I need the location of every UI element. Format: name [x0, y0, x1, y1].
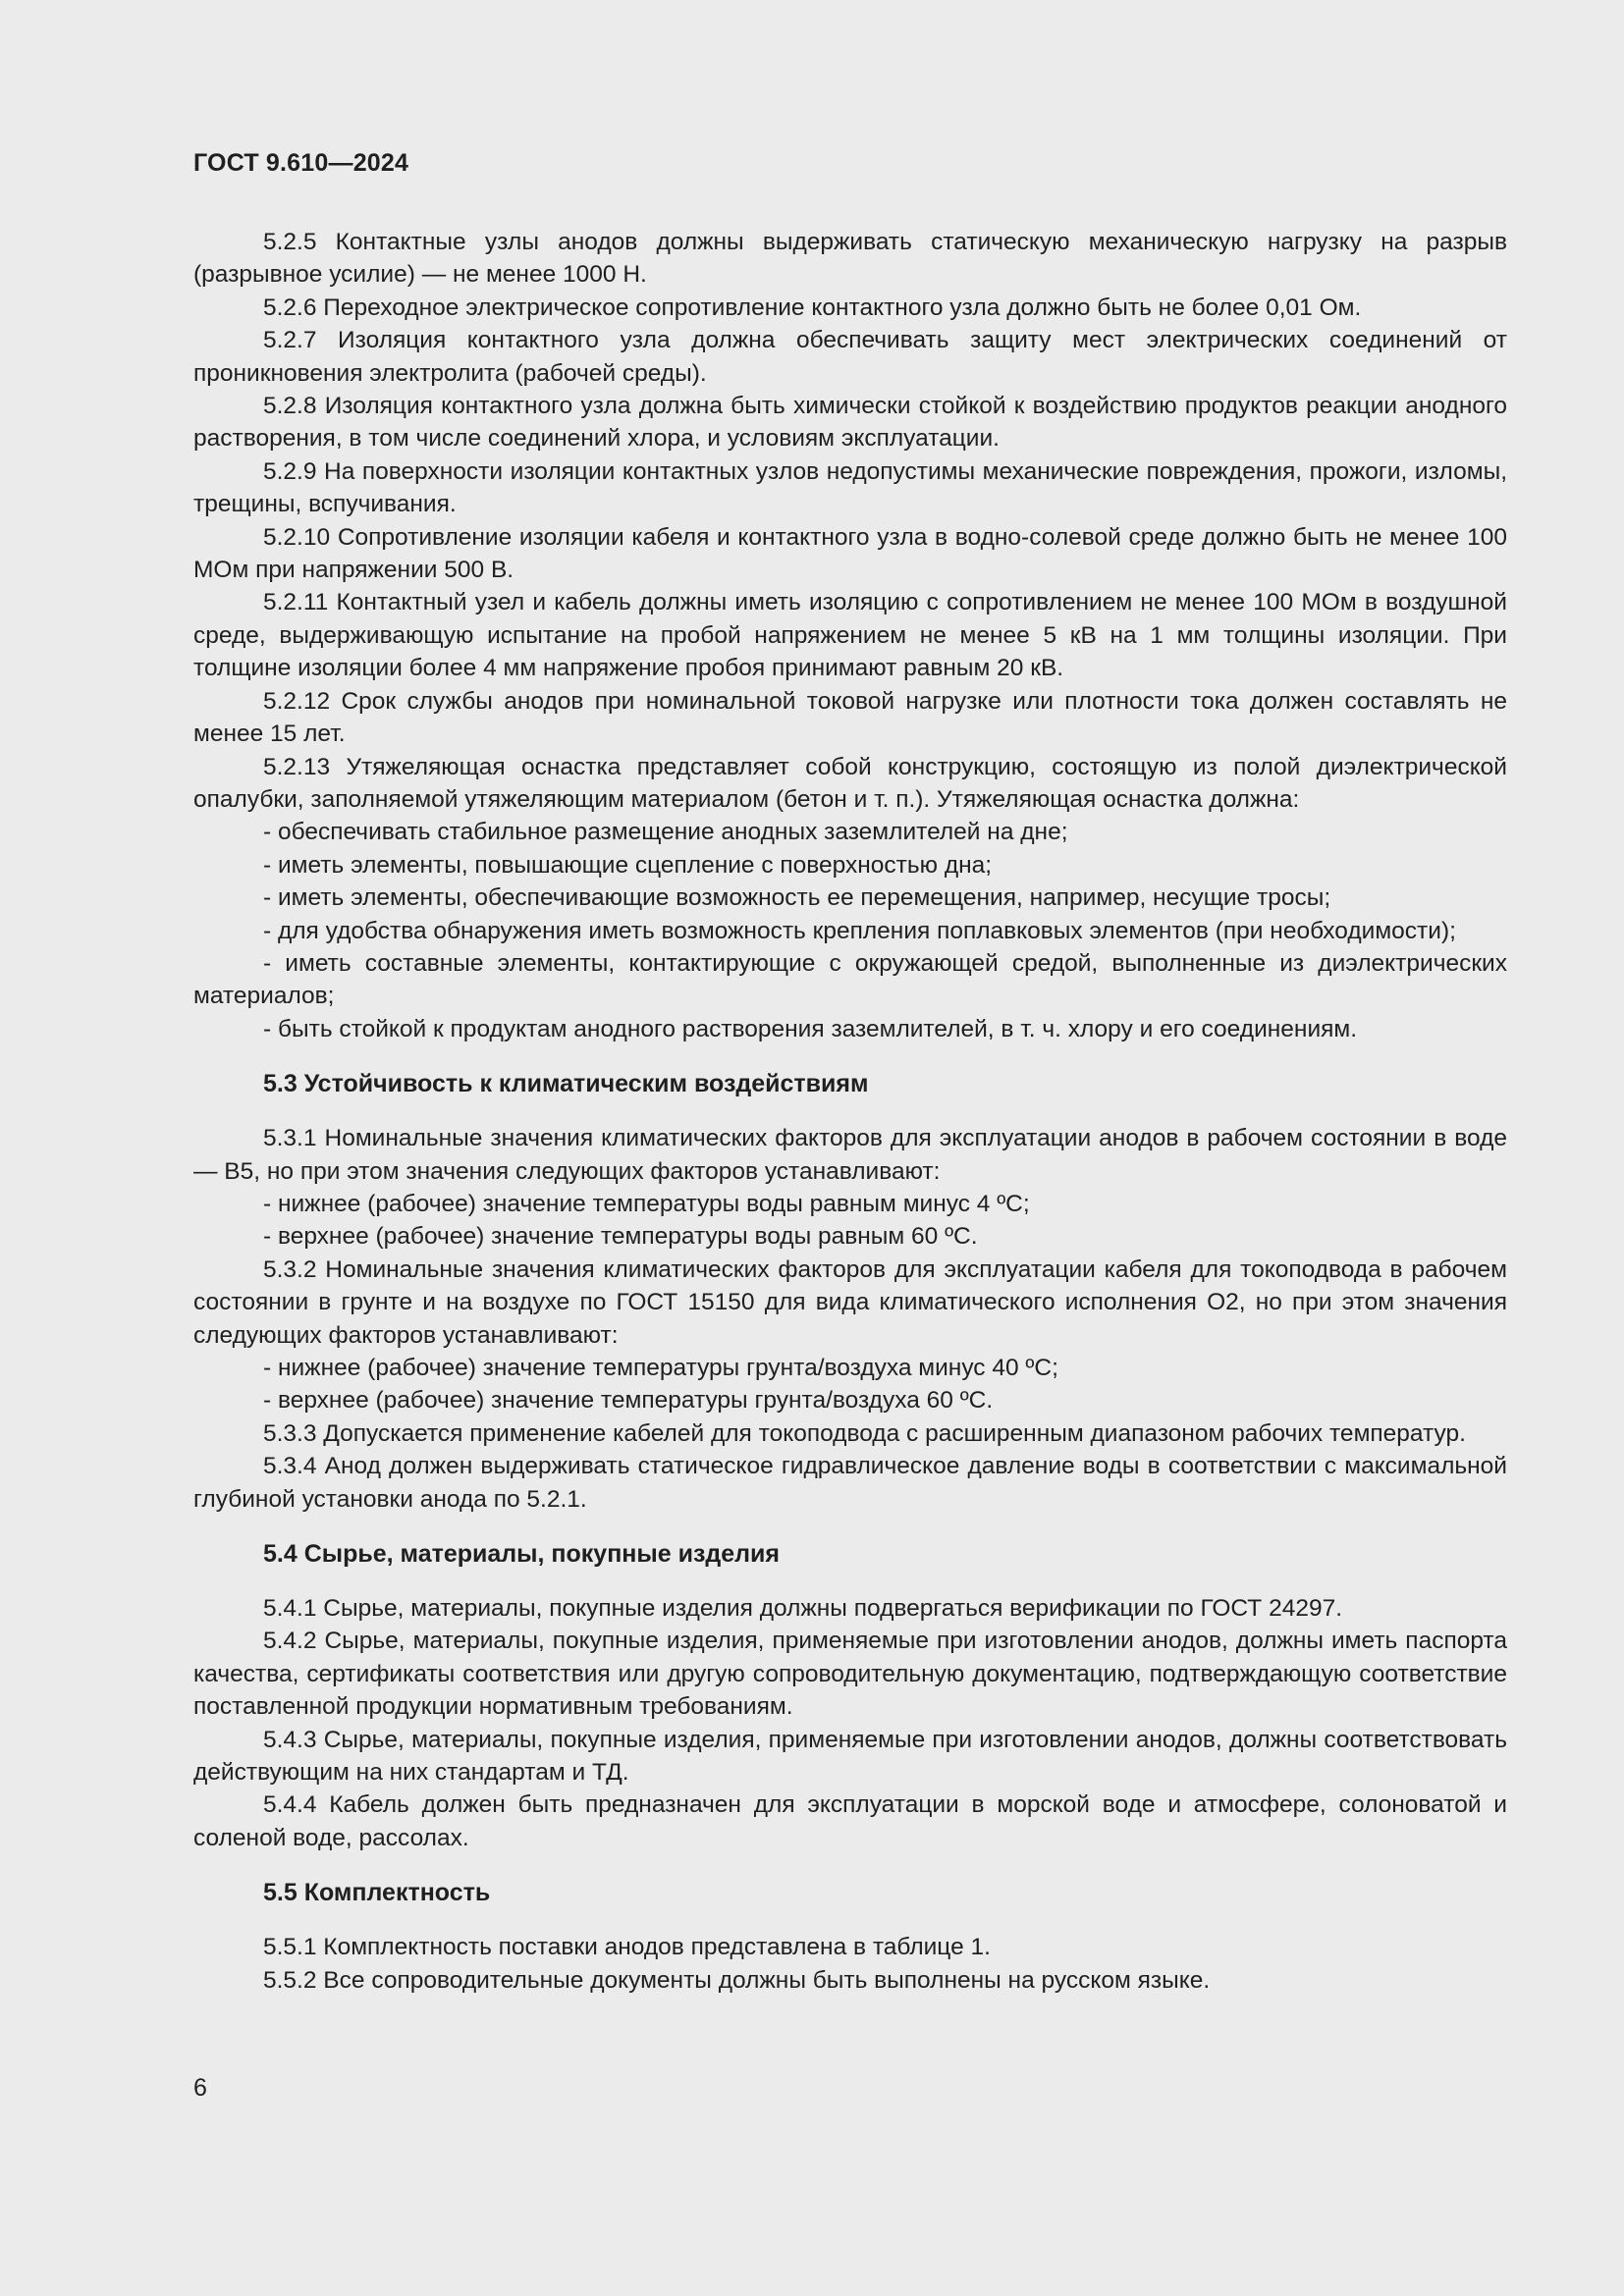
clause-5-3-1: 5.3.1 Номинальные значения климатических факторов для эксплуатации анодов в рабочем состоянии в воде — В5, но при этом значения следующих факторов устанавливают:: [193, 1125, 1507, 1185]
list-item: - нижнее (рабочее) значение температуры грунта/воздуха минус 40 ºС;: [263, 1355, 1058, 1381]
list-item: - для удобства обнаружения иметь возможность крепления поплавковых элементов (при необходимости);: [263, 917, 1456, 944]
clause-5-2-11: 5.2.11 Контактный узел и кабель должны иметь изоляцию с сопротивлением не менее 100 МОм в воздушной среде, выдерживающую испытание на пробой напряжением не менее 5 кВ на 1 мм толщины изоляции. При толщине изоляции более 4 мм напряжение пробоя принимают равным 20 кВ.: [193, 589, 1507, 682]
clause-5-2-9: 5.2.9 На поверхности изоляции контактных узлов недопустимы механические повреждения, прожоги, изломы, трещины, вспучивания.: [193, 457, 1507, 518]
clause-5-3-3: 5.3.3 Допускается применение кабелей для токоподвода с расширенным диапазоном рабочих температур.: [263, 1419, 1466, 1447]
clause-5-2-6: 5.2.6 Переходное электрическое сопротивление контактного узла должно быть не более 0,01 Ом.: [263, 294, 1362, 321]
document-header: ГОСТ 9.610—2024: [193, 149, 409, 177]
list-item: - нижнее (рабочее) значение температуры воды равным минус 4 ºС;: [263, 1190, 1030, 1217]
clause-5-2-8: 5.2.8 Изоляция контактного узла должна быть химически стойкой к воздействию продуктов реакции анодного растворения, в том числе соединений хлора, и условиям эксплуатации.: [193, 393, 1507, 453]
list-item: - иметь элементы, повышающие сцепление с поверхностью дна;: [263, 851, 993, 879]
clause-5-4-4: 5.4.4 Кабель должен быть предназначен для эксплуатации в морской воде и атмосфере, солоноватой и соленой воде, рассолах.: [193, 1791, 1507, 1851]
list-item: - иметь составные элементы, контактирующие с окружающей средой, выполненные из диэлектрических материалов;: [193, 949, 1507, 1010]
clause-5-4-2: 5.4.2 Сырье, материалы, покупные изделия, применяемые при изготовлении анодов, должны иметь паспорта качества, сертификаты соответствия или другую сопроводительную документацию, подтверждающую соответствие поставленной продукции нормативным требованиям.: [193, 1628, 1507, 1721]
clause-5-2-5: 5.2.5 Контактные узлы анодов должны выдерживать статическую механическую нагрузку на разрыв (разрывное усилие) — не менее 1000 Н.: [193, 229, 1507, 289]
clause-5-5-2: 5.5.2 Все сопроводительные документы должны быть выполнены на русском языке.: [263, 1966, 1211, 1994]
list-item: - обеспечивать стабильное размещение анодных заземлителей на дне;: [263, 819, 1068, 846]
section-heading-5-3: 5.3 Устойчивость к климатическим воздействиям: [263, 1070, 869, 1098]
clause-5-2-12: 5.2.12 Срок службы анодов при номинальной токовой нагрузке или плотности тока должен составлять не менее 15 лет.: [193, 687, 1507, 748]
document-body: [193, 226, 1507, 1997]
list-item: - иметь элементы, обеспечивающие возможность ее перемещения, например, несущие тросы;: [263, 884, 1331, 912]
clause-5-4-1: 5.4.1 Сырье, материалы, покупные изделия должны подвергаться верификации по ГОСТ 24297.: [263, 1595, 1343, 1623]
section-heading-5-5: 5.5 Комплектность: [263, 1879, 491, 1907]
clause-5-2-7: 5.2.7 Изоляция контактного узла должна обеспечивать защиту мест электрических соединений от проникновения электролита (рабочей среды).: [193, 327, 1507, 387]
clause-5-5-1: 5.5.1 Комплектность поставки анодов представлена в таблице 1.: [263, 1934, 991, 1961]
page-number: 6: [193, 2074, 207, 2102]
list-item: - верхнее (рабочее) значение температуры грунта/воздуха 60 ºС.: [263, 1387, 994, 1415]
section-heading-5-4: 5.4 Сырье, материалы, покупные изделия: [263, 1540, 781, 1569]
list-item: - быть стойкой к продуктам анодного растворения заземлителей, в т. ч. хлору и его соединениям.: [263, 1015, 1358, 1042]
list-item: - верхнее (рабочее) значение температуры воды равным 60 ºС.: [263, 1223, 978, 1251]
clause-5-2-10: 5.2.10 Сопротивление изоляции кабеля и контактного узла в водно-солевой среде должно быть не менее 100 МОм при напряжении 500 В.: [193, 523, 1507, 584]
clause-5-2-13: 5.2.13 Утяжеляющая оснастка представляет собой конструкцию, состоящую из полой диэлектрической опалубки, заполняемой утяжеляющим материалом (бетон и т. п.). Утяжеляющая оснастка должна:: [193, 753, 1507, 813]
clause-5-4-3: 5.4.3 Сырье, материалы, покупные изделия, применяемые при изготовлении анодов, должны соответствовать действующим на них стандартам и ТД.: [193, 1726, 1507, 1787]
clause-5-3-2: 5.3.2 Номинальные значения климатических факторов для эксплуатации кабеля для токоподвода в рабочем состоянии в грунте и на воздухе по ГОСТ 15150 для вида климатического исполнения О2, но при этом значения следующих факторов устанавливают:: [193, 1255, 1507, 1349]
clause-5-3-4: 5.3.4 Анод должен выдерживать статическое гидравлическое давление воды в соответствии с максимальной глубиной установки анода по 5.2.1.: [193, 1453, 1507, 1513]
